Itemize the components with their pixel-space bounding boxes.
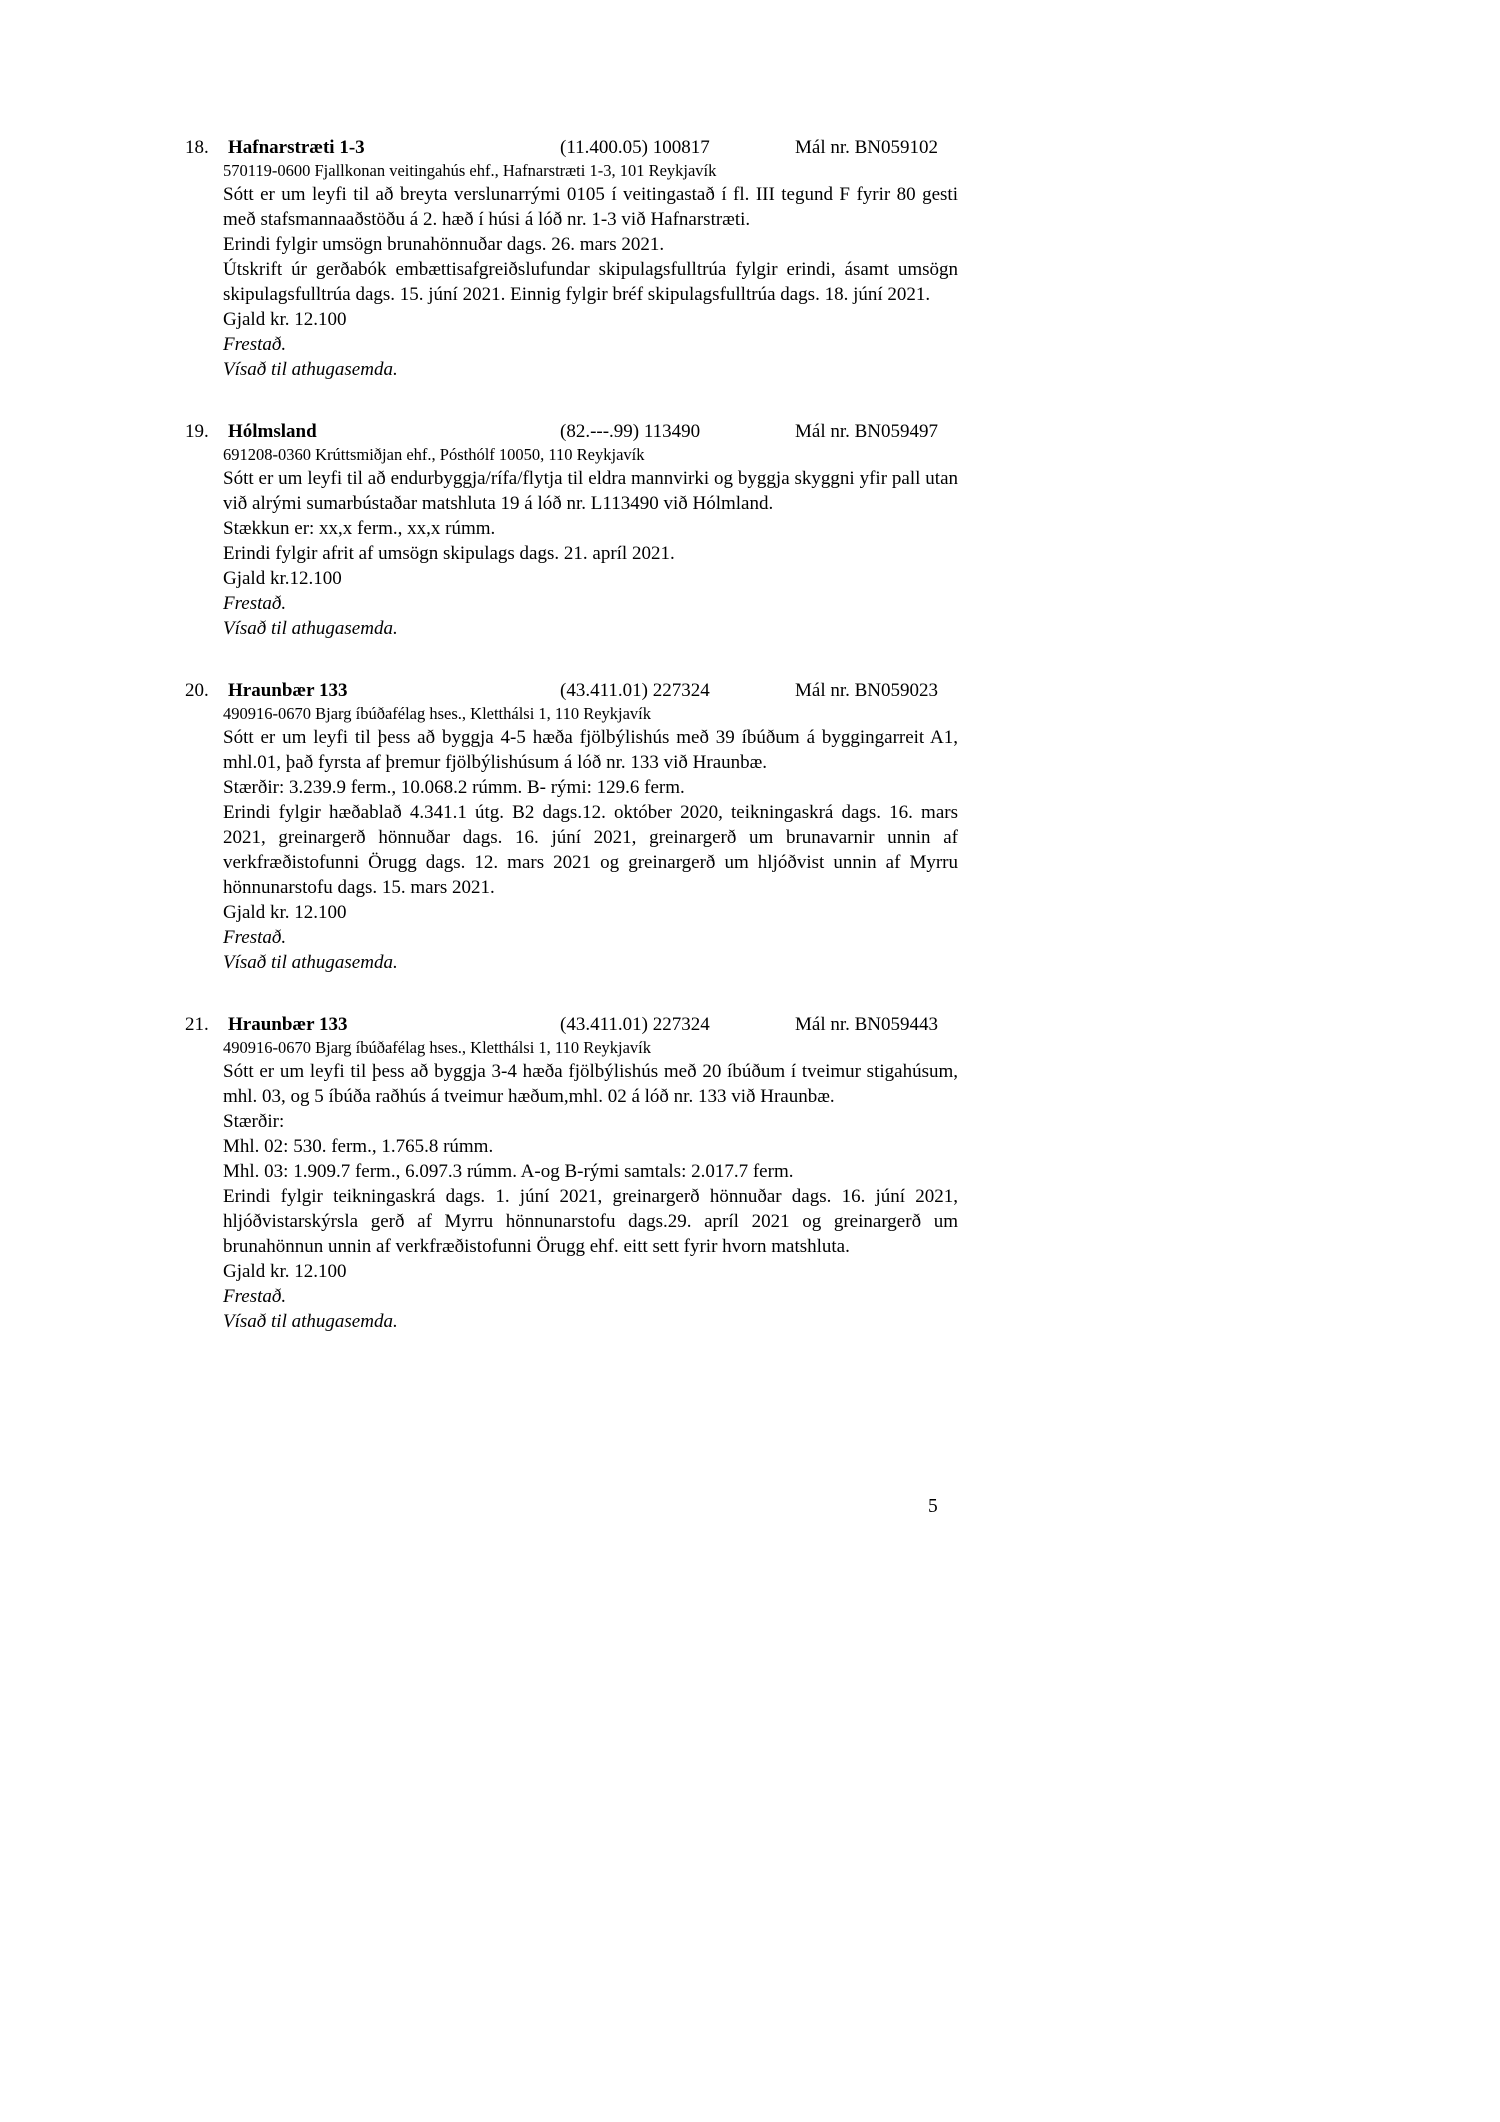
body-paragraph: Erindi fylgir hæðablað 4.341.1 útg. B2 dags.12. október 2020, teikningaskrá dags. 16. mars 2021, greinargerð hönnuðar dags. 16. júní 2021, greinargerð um brunavarnir unnin af verkfræðistofunni Örugg dags. 12. mars 2021 og greinargerð um hljóðvist unnin af Myrru hönnunarstofu dags. 15. mars 2021.: [223, 802, 958, 898]
item-title: Hólmsland: [228, 421, 317, 442]
item-case-number: Mál nr. BN059102: [795, 137, 939, 158]
body-paragraph: Stærðir:: [223, 1111, 285, 1132]
item-header: [185, 678, 958, 703]
item-number: 21.: [185, 1014, 209, 1035]
agenda-item: [185, 1012, 958, 1334]
item-title: Hraunbær 133: [228, 680, 348, 701]
item-reference: (82.---.99) 113490: [560, 421, 701, 442]
decision-line: Frestað.: [223, 593, 287, 614]
page-number: 5: [928, 1496, 938, 1517]
body-paragraph: Sótt er um leyfi til þess að byggja 4-5 hæða fjölbýlishús með 39 íbúðum á byggingarreit A1, mhl.01, það fyrsta af þremur fjölbýlishúsum á lóð nr. 133 við Hraunbæ.: [223, 727, 958, 773]
body-paragraph: Gjald kr.12.100: [223, 568, 342, 589]
item-applicant: 570119-0600 Fjallkonan veitingahús ehf., Hafnarstræti 1-3, 101 Reykjavík: [223, 161, 717, 180]
body-paragraph: Erindi fylgir afrit af umsögn skipulags dags. 21. apríl 2021.: [223, 543, 675, 564]
items-container: [185, 135, 958, 1371]
item-title: Hafnarstræti 1-3: [228, 137, 365, 158]
decision-line: Vísað til athugasemda.: [223, 618, 398, 639]
item-applicant: 490916-0670 Bjarg íbúðafélag hses., Kletthálsi 1, 110 Reykjavík: [223, 704, 652, 723]
body-paragraph: Sótt er um leyfi til að endurbyggja/rífa/flytja til eldra mannvirki og byggja skyggni yfir pall utan við alrými sumarbústaðar matshluta 19 á lóð nr. L113490 við Hólmland.: [223, 468, 958, 514]
agenda-item: [185, 135, 958, 382]
decision-line: Vísað til athugasemda.: [223, 359, 398, 380]
body-paragraph: Mhl. 03: 1.909.7 ferm., 6.097.3 rúmm. A-og B-rými samtals: 2.017.7 ferm.: [223, 1161, 794, 1182]
item-number: 20.: [185, 680, 209, 701]
item-number: 19.: [185, 421, 209, 442]
item-header: [185, 135, 958, 160]
body-paragraph: Gjald kr. 12.100: [223, 1261, 347, 1282]
item-body: [223, 182, 958, 382]
item-applicant: 691208-0360 Krúttsmiðjan ehf., Pósthólf 10050, 110 Reykjavík: [223, 445, 645, 464]
body-paragraph: Mhl. 02: 530. ferm., 1.765.8 rúmm.: [223, 1136, 494, 1157]
item-number: 18.: [185, 137, 209, 158]
item-title: Hraunbær 133: [228, 1014, 348, 1035]
body-paragraph: Gjald kr. 12.100: [223, 309, 347, 330]
item-applicant: 490916-0670 Bjarg íbúðafélag hses., Kletthálsi 1, 110 Reykjavík: [223, 1038, 652, 1057]
item-case-number: Mál nr. BN059443: [795, 1014, 939, 1035]
body-paragraph: Stærðir: 3.239.9 ferm., 10.068.2 rúmm. B- rými: 129.6 ferm.: [223, 777, 685, 798]
body-paragraph: Sótt er um leyfi til þess að byggja 3-4 hæða fjölbýlishús með 20 íbúðum í tveimur stigahúsum, mhl. 03, og 5 íbúða raðhús á tveimur hæðum,mhl. 02 á lóð nr. 133 við Hraunbæ.: [223, 1061, 958, 1107]
item-case-number: Mál nr. BN059023: [795, 680, 939, 701]
agenda-item: [185, 419, 958, 641]
item-body: [223, 725, 958, 975]
decision-line: Frestað.: [223, 334, 287, 355]
decision-line: Frestað.: [223, 1286, 287, 1307]
item-header: [185, 1012, 958, 1037]
item-reference: (11.400.05) 100817: [560, 137, 710, 158]
body-paragraph: Stækkun er: xx,x ferm., xx,x rúmm.: [223, 518, 496, 539]
decision-line: Vísað til athugasemda.: [223, 952, 398, 973]
body-paragraph: Sótt er um leyfi til að breyta verslunarrými 0105 í veitingastað í fl. III tegund F fyrir 80 gesti með stafsmannaaðstöðu á 2. hæð í húsi á lóð nr. 1-3 við Hafnarstræti.: [223, 184, 958, 230]
item-header: [185, 419, 958, 444]
decision-line: Vísað til athugasemda.: [223, 1311, 398, 1332]
item-case-number: Mál nr. BN059497: [795, 421, 939, 442]
item-reference: (43.411.01) 227324: [560, 680, 710, 701]
body-paragraph: Útskrift úr gerðabók embættisafgreiðslufundar skipulagsfulltrúa fylgir erindi, ásamt umsögn skipulagsfulltrúa dags. 15. júní 2021. Einnig fylgir bréf skipulagsfulltrúa dags. 18. júní 2021.: [223, 259, 958, 305]
item-reference: (43.411.01) 227324: [560, 1014, 710, 1035]
agenda-item: [185, 678, 958, 975]
decision-line: Frestað.: [223, 927, 287, 948]
body-paragraph: Erindi fylgir teikningaskrá dags. 1. júní 2021, greinargerð hönnuðar dags. 16. júní 2021, hljóðvistarskýrsla gerð af Myrru hönnunarstofu dags.29. apríl 2021 og greinargerð um brunahönnun unnin af verkfræðistofunni Örugg ehf. eitt sett fyrir hvorn matshluta.: [223, 1186, 958, 1257]
body-paragraph: Erindi fylgir umsögn brunahönnuðar dags. 26. mars 2021.: [223, 234, 665, 255]
item-body: [223, 466, 958, 641]
item-body: [223, 1059, 958, 1334]
body-paragraph: Gjald kr. 12.100: [223, 902, 347, 923]
